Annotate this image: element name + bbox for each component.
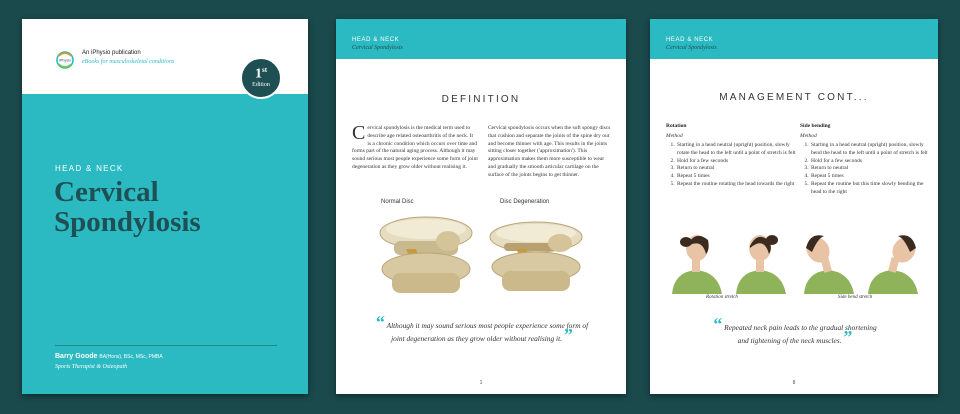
- rotation-steps: [666, 142, 798, 189]
- definition-page: [336, 19, 626, 394]
- page-header: [336, 19, 626, 59]
- list-item: 4. Repeat 5 times: [810, 173, 934, 181]
- cover-divider: [55, 345, 277, 346]
- list-item: 2. Hold for a few seconds: [676, 158, 798, 166]
- author-credentials: BA(Hons), BSc, MSc, PMBA: [99, 354, 163, 360]
- list-item: 5. Repeat the routine rotating the head towards the right: [676, 181, 798, 189]
- definition-text-1: ervical spondylosis is the medical term used to describe age related osteoarthritis of the neck. It is a chronic condition which occurs over time and forms part of the natural aging process. Although it may sound serious most people experience some form of joint degeneration as they grow older without realising it.: [352, 125, 478, 170]
- side-bending-method-label: Method: [800, 133, 817, 139]
- rotation-caption: Rotation stretch: [706, 295, 738, 300]
- cover-page: [22, 19, 308, 394]
- cover-title: [54, 177, 294, 237]
- rotation-heading: Rotation: [666, 123, 687, 129]
- open-quote-icon: “: [713, 314, 723, 334]
- disc-degeneration-image: [486, 215, 586, 301]
- author-line: [55, 353, 163, 360]
- close-quote-icon: ”: [843, 327, 853, 347]
- page-header: [650, 19, 938, 59]
- close-quote-icon: ”: [563, 325, 573, 345]
- dropcap: C: [352, 122, 366, 144]
- list-item: 4. Repeat 5 times: [676, 173, 798, 181]
- normal-disc-image: [376, 211, 476, 301]
- edition-badge: [240, 57, 282, 99]
- author-role: Sports Therapist & Osteopath: [55, 364, 128, 370]
- rotation-stretch-photo: [666, 224, 792, 294]
- pull-quote-text: Although it may sound serious most people experience some form of joint degeneration as they grow older without realising it.: [386, 321, 589, 343]
- definition-column-1: [352, 122, 478, 172]
- edition-suffix: st: [261, 66, 268, 74]
- section-title: DEFINITION: [441, 94, 521, 105]
- list-item: 1. Starting in a head neutral (upright) position, slowly rotate the head to the left until a point of stretch is felt: [676, 142, 798, 158]
- header-category: HEAD & NECK: [352, 37, 400, 43]
- page-number: 1: [479, 380, 483, 386]
- pull-quote: [372, 312, 592, 345]
- section-title: MANAGEMENT CONT...: [719, 92, 869, 103]
- page-number: 8: [792, 380, 796, 386]
- side-bend-stretch-photo: [798, 224, 924, 294]
- cover-title-line2: Spondylosis: [54, 206, 201, 238]
- header-subtitle: Cervical Spondylosis: [352, 45, 403, 51]
- edition-label: Edition: [252, 81, 270, 88]
- publisher-line: An iPhysio publication: [82, 50, 141, 56]
- list-item: 1. Starting in a head neutral (upright) position, slowly bend the head to the left until a point of stretch is felt: [810, 142, 934, 158]
- definition-column-2: Cervical spondylosis occurs when the soft spongy discs that cushion and separate the joints of the spine dry out and become thinner with age. This results in the joints sitting closer together ('approximation'). This approximation makes them more susceptible to wear and gradually the smooth articular cartilage on the surface of the joints begins to get thinner.: [488, 125, 611, 178]
- header-subtitle: Cervical Spondylosis: [666, 45, 717, 51]
- header-category: HEAD & NECK: [666, 37, 714, 43]
- author-name: Barry Goode: [55, 353, 98, 360]
- list-item: 2. Hold for a few seconds: [810, 158, 934, 166]
- list-item: 3. Return to neutral: [810, 165, 934, 173]
- cover-title-line1: Cervical: [54, 176, 159, 208]
- publisher-tagline: eBooks for musculoskeletal conditions: [82, 59, 175, 65]
- label-disc-degeneration: Disc Degeneration: [500, 199, 550, 205]
- management-page: [650, 19, 938, 394]
- list-item: 3. Return to neutral: [676, 165, 798, 173]
- pull-quote: [710, 314, 880, 347]
- side-bend-caption: Side bend stretch: [838, 295, 873, 300]
- side-bending-heading: Side bending: [800, 123, 831, 129]
- pull-quote-text: Repeated neck pain leads to the gradual shortening and tightening of the neck muscles.: [724, 323, 877, 345]
- label-normal-disc: Normal Disc: [381, 199, 414, 205]
- side-bending-steps: [800, 142, 934, 197]
- list-item: 5. Repeat the routine but this time slowly bending the head to the right: [810, 181, 934, 197]
- cover-category: HEAD & NECK: [55, 164, 124, 173]
- rotation-method-label: Method: [666, 133, 683, 139]
- edition-number: 1: [254, 66, 262, 82]
- iphysio-logo-icon: [55, 50, 75, 70]
- logo-text: iPhysio: [59, 58, 71, 63]
- open-quote-icon: “: [375, 312, 385, 332]
